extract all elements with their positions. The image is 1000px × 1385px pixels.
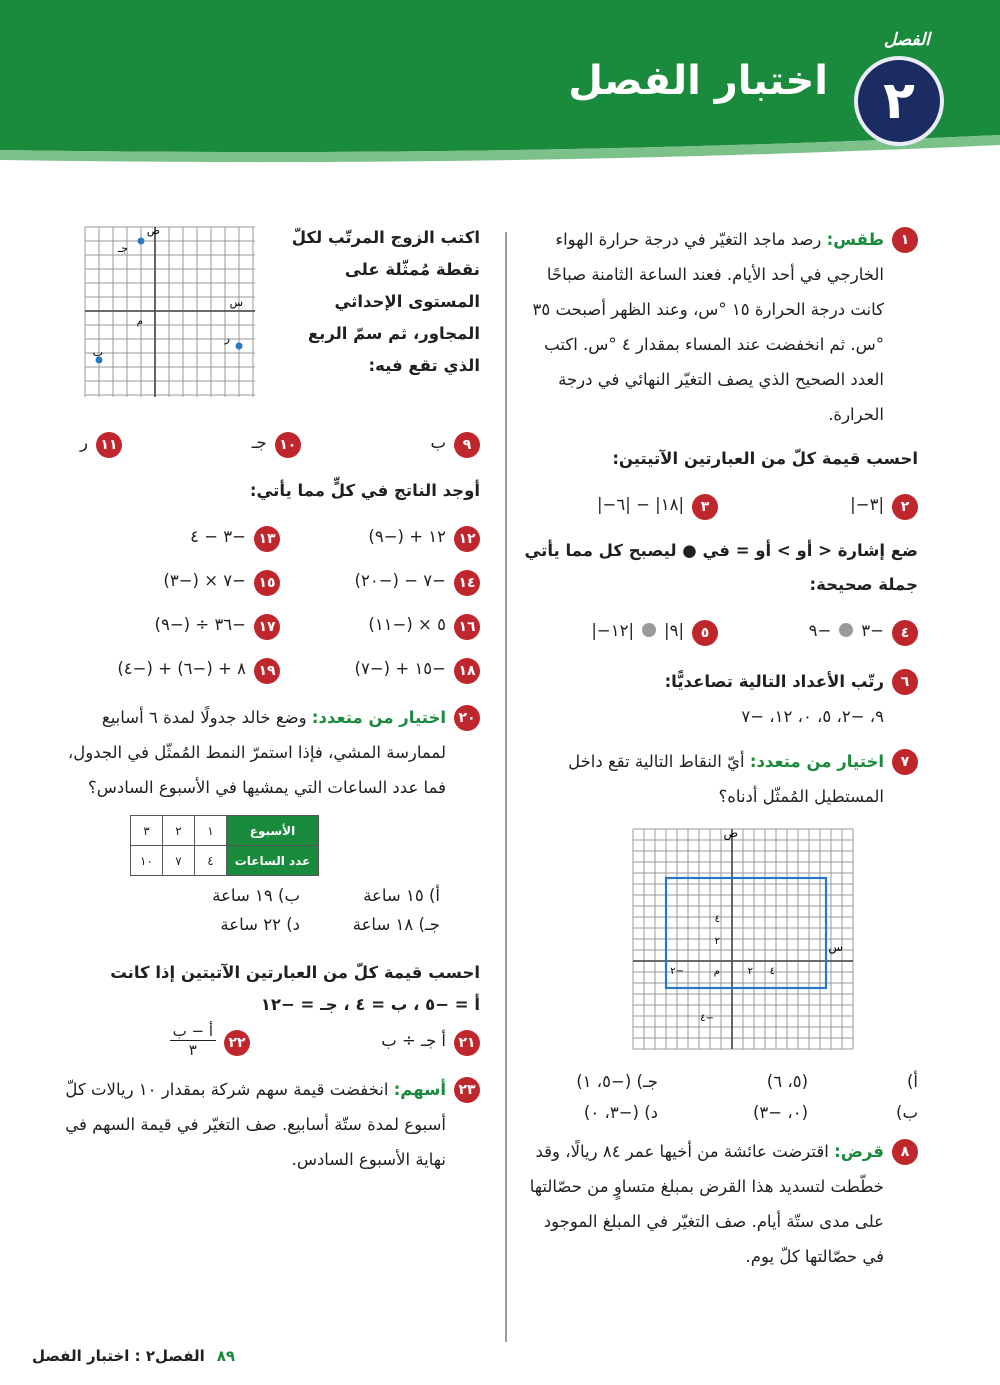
question-22 bbox=[170, 1022, 250, 1059]
question-8 bbox=[518, 1134, 918, 1274]
expression: |−١٨| − |٦| bbox=[597, 494, 684, 514]
question-keyword: اختيار من متعدد: bbox=[749, 752, 884, 771]
point-name: جـ bbox=[251, 432, 267, 452]
table-cell: ١ bbox=[195, 816, 227, 846]
compare-circle-icon bbox=[839, 623, 853, 637]
question-number: ١٩ bbox=[254, 658, 280, 684]
coordinate-plane bbox=[80, 222, 260, 402]
expression: أ جـ ÷ ب bbox=[381, 1030, 446, 1050]
question-keyword: اختيار من متعدد: bbox=[311, 708, 446, 727]
chapter-label: الفصل bbox=[883, 30, 930, 50]
point-r bbox=[236, 343, 243, 350]
tick-label: −٤ bbox=[700, 1013, 714, 1024]
question-number: ١٠ bbox=[275, 432, 301, 458]
question-23 bbox=[60, 1072, 480, 1177]
question-21 bbox=[250, 1025, 480, 1056]
question-number: ١ bbox=[892, 227, 918, 253]
compare-left: −٣ bbox=[861, 620, 884, 640]
point-label: ر bbox=[224, 332, 230, 345]
question-number: ٤ bbox=[892, 620, 918, 646]
question-4 bbox=[718, 615, 918, 646]
question-11 bbox=[80, 427, 122, 458]
question-number: ٢ bbox=[892, 494, 918, 520]
question-number: ٧ bbox=[892, 749, 918, 775]
option-value: ٢٢ ساعة bbox=[220, 915, 281, 934]
expression: −٣ − ٤ bbox=[190, 526, 246, 546]
option-value: ١٨ ساعة bbox=[352, 915, 414, 934]
fraction bbox=[170, 1022, 216, 1059]
compare-left: |٩| bbox=[664, 620, 684, 640]
option-label: د) bbox=[286, 915, 300, 934]
option-label: د) bbox=[644, 1103, 658, 1122]
option-label: أ) bbox=[428, 886, 440, 905]
question-text: أيّ النقاط التالية تقع داخل المستطيل المُمثّل أدناه؟ bbox=[568, 752, 884, 806]
question-number: ٥ bbox=[692, 620, 718, 646]
question-keyword: قرض: bbox=[834, 1142, 884, 1161]
question-keyword: طقس: bbox=[826, 230, 884, 249]
option-value: (−٥، ١) bbox=[576, 1072, 632, 1091]
option-value: ١٩ ساعة bbox=[212, 886, 273, 905]
question-number: ١٨ bbox=[454, 658, 480, 684]
expression: −١٥ + (−٧) bbox=[354, 658, 446, 678]
tick-label: ٤ bbox=[769, 966, 775, 977]
question-1 bbox=[518, 222, 918, 432]
y-axis-label: ص bbox=[146, 224, 160, 237]
compare-circle-icon bbox=[642, 623, 656, 637]
instruction: احسب قيمة كلّ من العبارتين الآتيتين إذا كانت bbox=[110, 963, 480, 982]
point-j bbox=[138, 238, 145, 245]
table-cell: ١٠ bbox=[131, 846, 163, 876]
question-14 bbox=[355, 565, 480, 596]
q20-options bbox=[60, 886, 440, 934]
walking-table bbox=[130, 815, 319, 876]
expression-grid bbox=[60, 516, 480, 688]
expression: −٧ − (−٢٠) bbox=[354, 570, 446, 590]
expression: ٥ × (−١١) bbox=[368, 614, 446, 634]
question-number: ٢٣ bbox=[454, 1077, 480, 1103]
variable-values: أ = −٥ ، ب = ٤ ، جـ = −١٢ bbox=[260, 995, 480, 1014]
expression: ١٢ + (−٩) bbox=[368, 526, 446, 546]
question-10 bbox=[252, 427, 301, 458]
question-number: ١٤ bbox=[454, 570, 480, 596]
column-divider bbox=[505, 232, 507, 1342]
table-header: الأسبوع bbox=[227, 816, 319, 846]
option-value: ١٥ ساعة bbox=[363, 886, 424, 905]
point-label: ب bbox=[92, 346, 103, 359]
page-footer bbox=[32, 1347, 235, 1365]
question-number: ٢١ bbox=[454, 1030, 480, 1056]
question-number: ٣ bbox=[692, 494, 718, 520]
option-label: جـ) bbox=[418, 915, 440, 934]
x-axis-label: س bbox=[828, 940, 843, 954]
question-number: ٨ bbox=[892, 1139, 918, 1165]
question-20 bbox=[60, 700, 480, 805]
table-cell: ٤ bbox=[195, 846, 227, 876]
tick-label: −٢ bbox=[670, 966, 684, 977]
option-label: ب) bbox=[896, 1103, 918, 1122]
fraction-numerator: أ − ب bbox=[170, 1022, 216, 1041]
instruction: أوجد الناتج في كلٍّ مما يأتي: bbox=[249, 481, 480, 500]
origin-label: م bbox=[713, 966, 720, 977]
q7-options bbox=[518, 1072, 918, 1122]
y-axis-label: ص bbox=[723, 826, 738, 840]
number-list: ٩، −٢، ٥، ٠، ١٢، −٧ bbox=[741, 707, 884, 726]
tick-label: ٢ bbox=[714, 936, 720, 947]
compare-right: |−١٢| bbox=[591, 620, 634, 640]
fraction-denominator: ٣ bbox=[188, 1040, 197, 1059]
table-cell: ٣ bbox=[131, 816, 163, 846]
option-value: (−٣، ٠) bbox=[583, 1103, 639, 1122]
tick-label: ٢ bbox=[747, 966, 753, 977]
header-band bbox=[0, 0, 1000, 165]
option-label: أ) bbox=[906, 1072, 918, 1091]
left-column bbox=[60, 222, 480, 1187]
x-axis-label: س bbox=[229, 296, 243, 309]
point-name: ب bbox=[430, 432, 446, 452]
question-6 bbox=[518, 664, 918, 734]
question-number: ٢٢ bbox=[224, 1030, 250, 1056]
question-number: ١٥ bbox=[254, 570, 280, 596]
question-number: ٩ bbox=[454, 432, 480, 458]
table-cell: ٢ bbox=[163, 816, 195, 846]
chapter-header bbox=[0, 0, 1000, 165]
question-15 bbox=[163, 565, 280, 596]
question-number: ١٢ bbox=[454, 526, 480, 552]
page-title: اختبار الفصل bbox=[568, 58, 828, 104]
table-header: عدد الساعات bbox=[227, 846, 319, 876]
rectangle-graph bbox=[628, 824, 858, 1054]
expression: −٣٦ ÷ (−٩) bbox=[154, 614, 246, 634]
question-number: ١١ bbox=[96, 432, 122, 458]
question-number: ٢٠ bbox=[454, 705, 480, 731]
option-label: ب) bbox=[278, 886, 300, 905]
question-text: رصد ماجد التغيّر في درجة حرارة الهواء الخارجي في أحد الأيام. فعند الساعة الثامنة صباحًا كانت درجة الحرارة ١٥ °س، وعند الظهر أصبحت ٣٥ °س. ثم انخفضت عند المساء بمقدار ٤ °س. اكتب العدد الصحيح الذي يصف التغيّر النهائي في درجة الحرارة. bbox=[532, 230, 884, 424]
table-cell: ٧ bbox=[163, 846, 195, 876]
instruction: احسب قيمة كلّ من العبارتين الآتيتين: bbox=[612, 449, 918, 468]
expression: |−٣| bbox=[850, 494, 884, 514]
question-13 bbox=[190, 521, 280, 552]
question-text: وضع خالد جدولًا لمدة ٦ أسابيع لممارسة المشي، فإذا استمرّ النمط المُمثّل في الجدول، فما عدد الساعات التي يمشيها في الأسبوع السادس؟ bbox=[67, 708, 446, 797]
question-9 bbox=[430, 427, 480, 458]
footer-label: الفصل٢ : اختبار الفصل bbox=[32, 1347, 205, 1365]
question-16 bbox=[368, 609, 480, 640]
instruction: ضع إشارة < أو > أو = في ● ليصبح كل مما يأتي جملة صحيحة: bbox=[524, 541, 918, 594]
chapter-number-badge: ٢ bbox=[854, 56, 944, 146]
question-text: اقترضت عائشة من أخيها عمر ٨٤ ريالًا، وقد خطّطت لتسديد هذا القرض بمبلغ متساوٍ من حصّالتها على مدى ستّة أيام. صف التغيّر في المبلغ الموجود في حصّالتها كلّ يوم. bbox=[529, 1142, 884, 1266]
tick-label: ٤ bbox=[714, 914, 720, 925]
question-number: ٦ bbox=[892, 669, 918, 695]
point-label: جـ bbox=[117, 242, 128, 255]
question-18 bbox=[355, 653, 480, 684]
right-column bbox=[518, 222, 918, 1284]
origin-label: م bbox=[136, 316, 143, 327]
question-number: ١٧ bbox=[254, 614, 280, 640]
question-keyword: أسهم: bbox=[393, 1080, 446, 1099]
question-number: ١٦ bbox=[454, 614, 480, 640]
question-number: ١٣ bbox=[254, 526, 280, 552]
option-label: جـ) bbox=[636, 1072, 658, 1091]
question-7 bbox=[518, 744, 918, 814]
question-19 bbox=[117, 653, 280, 684]
expression: ٨ + (−٦) + (−٤) bbox=[117, 658, 246, 678]
question-2 bbox=[718, 489, 918, 520]
expression: −٧ × (−٣) bbox=[163, 570, 246, 590]
page-number: ٨٩ bbox=[216, 1347, 236, 1365]
instruction: اكتب الزوج المرتّب لكلّ نقطة مُمثّلة على المستوى الإحداثي المجاور، ثم سمّ الربع الذي تقع فيه: bbox=[291, 228, 480, 375]
option-value: (٠، −٣) bbox=[752, 1103, 808, 1122]
question-17 bbox=[155, 609, 280, 640]
compare-right: −٩ bbox=[808, 620, 832, 640]
point-name: ر bbox=[80, 432, 88, 452]
question-3 bbox=[597, 489, 718, 520]
question-text: انخفضت قيمة سهم شركة بمقدار ١٠ ريالات كلّ أسبوع لمدة ستّة أسابيع. صف التغيّر في قيمة السهم في نهاية الأسبوع السادس. bbox=[65, 1080, 446, 1169]
question-12 bbox=[368, 521, 480, 552]
option-value: (٥، ٦) bbox=[766, 1072, 808, 1091]
question-text: رتّب الأعداد التالية تصاعديًّا: bbox=[664, 672, 884, 691]
question-5 bbox=[591, 615, 718, 646]
